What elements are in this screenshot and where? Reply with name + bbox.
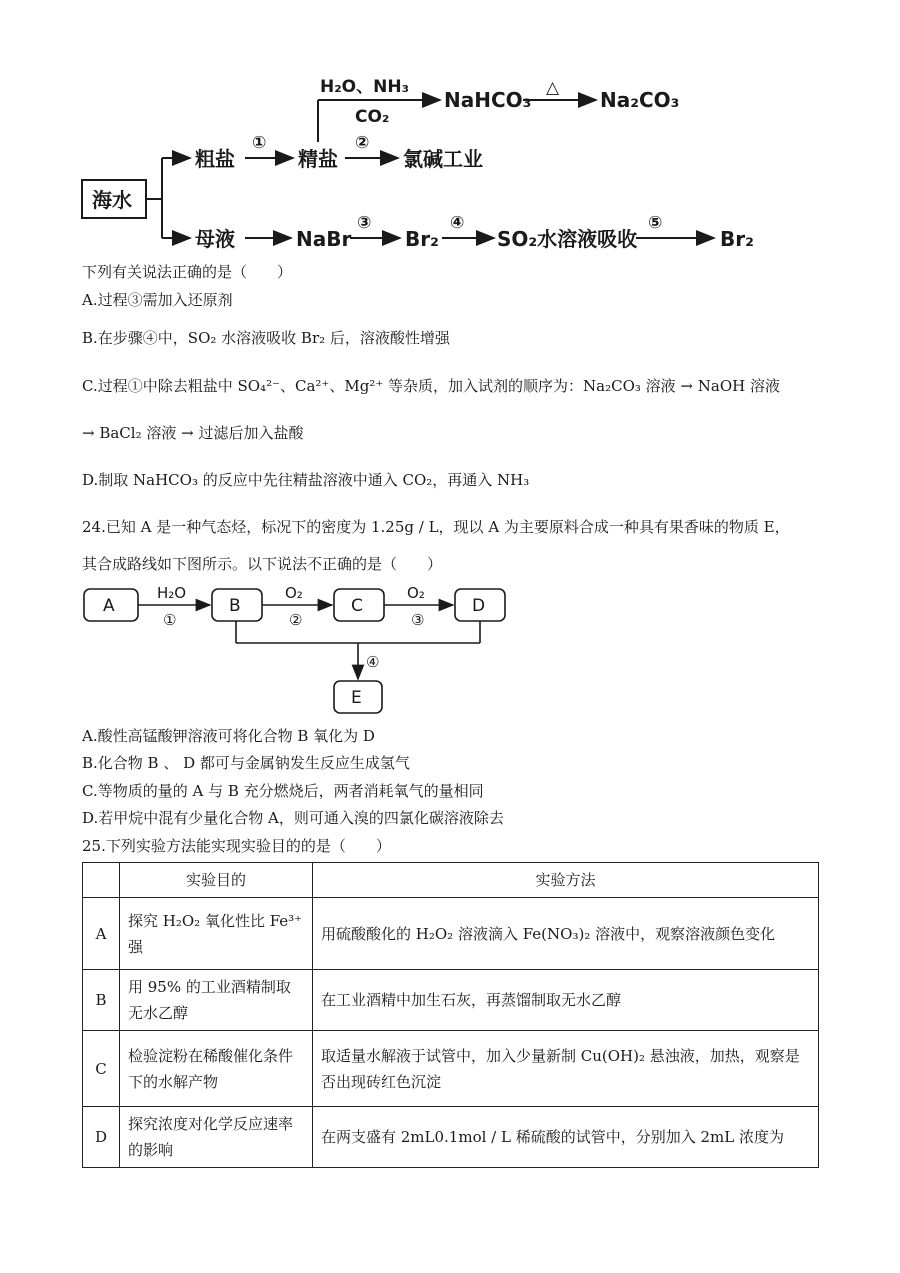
q23-stem: 下列有关说法正确的是（ ） [82,263,293,281]
row-purpose: 探究浓度对化学反应速率的影响 [120,1107,313,1168]
step-3-label: ③ [357,213,372,233]
step-1-label: ① [252,133,267,153]
table-header-row [83,863,819,898]
table-row [83,898,819,970]
br2-label-a: Br₂ [405,227,439,251]
q23-option-c-line1: C.过程①中除去粗盐中 SO₄²⁻、Ca²⁺、Mg²⁺ 等杂质，加入试剂的顺序为：Na₂CO₃ 溶液 → NaOH 溶液 [82,377,780,395]
nabr-label: NaBr [296,227,352,251]
step-5-label: ⑤ [648,213,663,233]
row-method: 取适量水解液于试管中，加入少量新制 Cu(OH)₂ 悬浊液，加热，观察是否出现砖红色沉淀 [313,1031,819,1107]
so2-absorb-label: SO₂水溶液吸收 [497,227,638,251]
reagent-h2o-label: H₂O [157,584,187,602]
synthesis-route-diagram [0,575,900,725]
seawater-flow-diagram [0,0,900,260]
experiment-table [82,862,819,1168]
compound-a-label: A [103,596,115,616]
reagents-bottom-label: CO₂ [355,107,390,127]
step-4-label: ④ [450,213,465,233]
table-row [83,1031,819,1107]
route-step-2: ② [289,611,303,629]
row-label: C [83,1031,120,1107]
compound-b-label: B [229,596,241,616]
crude-salt-label: 粗盐 [195,147,235,171]
compound-d-label: D [472,596,486,616]
seawater-label: 海水 [92,188,132,212]
chlor-alkali-label: 氯碱工业 [403,147,483,171]
q24-stem-line1: 24.已知 A 是一种气态烃，标况下的密度为 1.25g / L，现以 A 为主要原料合成一种具有果香味的物质 E， [82,518,790,536]
row-purpose: 探究 H₂O₂ 氧化性比 Fe³⁺ 强 [120,898,313,970]
q24-option-d: D.若甲烷中混有少量化合物 A，则可通入溴的四氯化碳溶液除去 [82,809,504,827]
reagents-top-label: H₂O、NH₃ [320,77,410,97]
route-step-4: ④ [366,653,380,671]
q24-stem-line2: 其合成路线如下图所示。以下说法不正确的是（ ） [82,555,443,573]
row-purpose: 检验淀粉在稀酸催化条件下的水解产物 [120,1031,313,1107]
refined-salt-label: 精盐 [298,147,338,171]
table-header-cell [83,863,120,898]
row-label: A [83,898,120,970]
q24-option-c: C.等物质的量的 A 与 B 充分燃烧后，两者消耗氧气的量相同 [82,782,484,800]
row-method: 用硫酸酸化的 H₂O₂ 溶液滴入 Fe(NO₃)₂ 溶液中，观察溶液颜色变化 [313,898,819,970]
mother-liquor-label: 母液 [195,227,235,251]
reagent-o2-label-2: O₂ [407,584,425,602]
q25-stem: 25.下列实验方法能实现实验目的的是（ ） [82,837,391,855]
q24-option-b: B.化合物 B 、 D 都可与金属钠发生反应生成氢气 [82,754,410,772]
q24-option-a: A.酸性高锰酸钾溶液可将化合物 B 氧化为 D [82,727,375,745]
q23-option-c-line2: → BaCl₂ 溶液 → 过滤后加入盐酸 [82,424,304,442]
na2co3-label: Na₂CO₃ [600,88,680,112]
q23-option-d: D.制取 NaHCO₃ 的反应中先往精盐溶液中通入 CO₂，再通入 NH₃ [82,471,530,489]
q23-option-b: B.在步骤④中，SO₂ 水溶液吸收 Br₂ 后，溶液酸性增强 [82,329,450,347]
table-row [83,970,819,1031]
route-step-1: ① [163,611,177,629]
q23-option-a: A.过程③需加入还原剂 [82,291,233,309]
route-step-3: ③ [411,611,425,629]
row-label: B [83,970,120,1031]
compound-c-label: C [351,596,363,616]
table-header-cell: 实验方法 [313,863,819,898]
reagent-o2-label-1: O₂ [285,584,303,602]
table-row [83,1107,819,1168]
heat-symbol: △ [546,78,560,98]
row-method: 在两支盛有 2mL0.1mol / L 稀硫酸的试管中，分别加入 2mL 浓度为 [313,1107,819,1168]
row-method: 在工业酒精中加生石灰，再蒸馏制取无水乙醇 [313,970,819,1031]
nahco3-label: NaHCO₃ [444,88,532,112]
br2-label-b: Br₂ [720,227,754,251]
compound-e-label: E [351,688,362,708]
table-header-cell: 实验目的 [120,863,313,898]
row-purpose: 用 95% 的工业酒精制取无水乙醇 [120,970,313,1031]
step-2-label: ② [355,133,370,153]
row-label: D [83,1107,120,1168]
